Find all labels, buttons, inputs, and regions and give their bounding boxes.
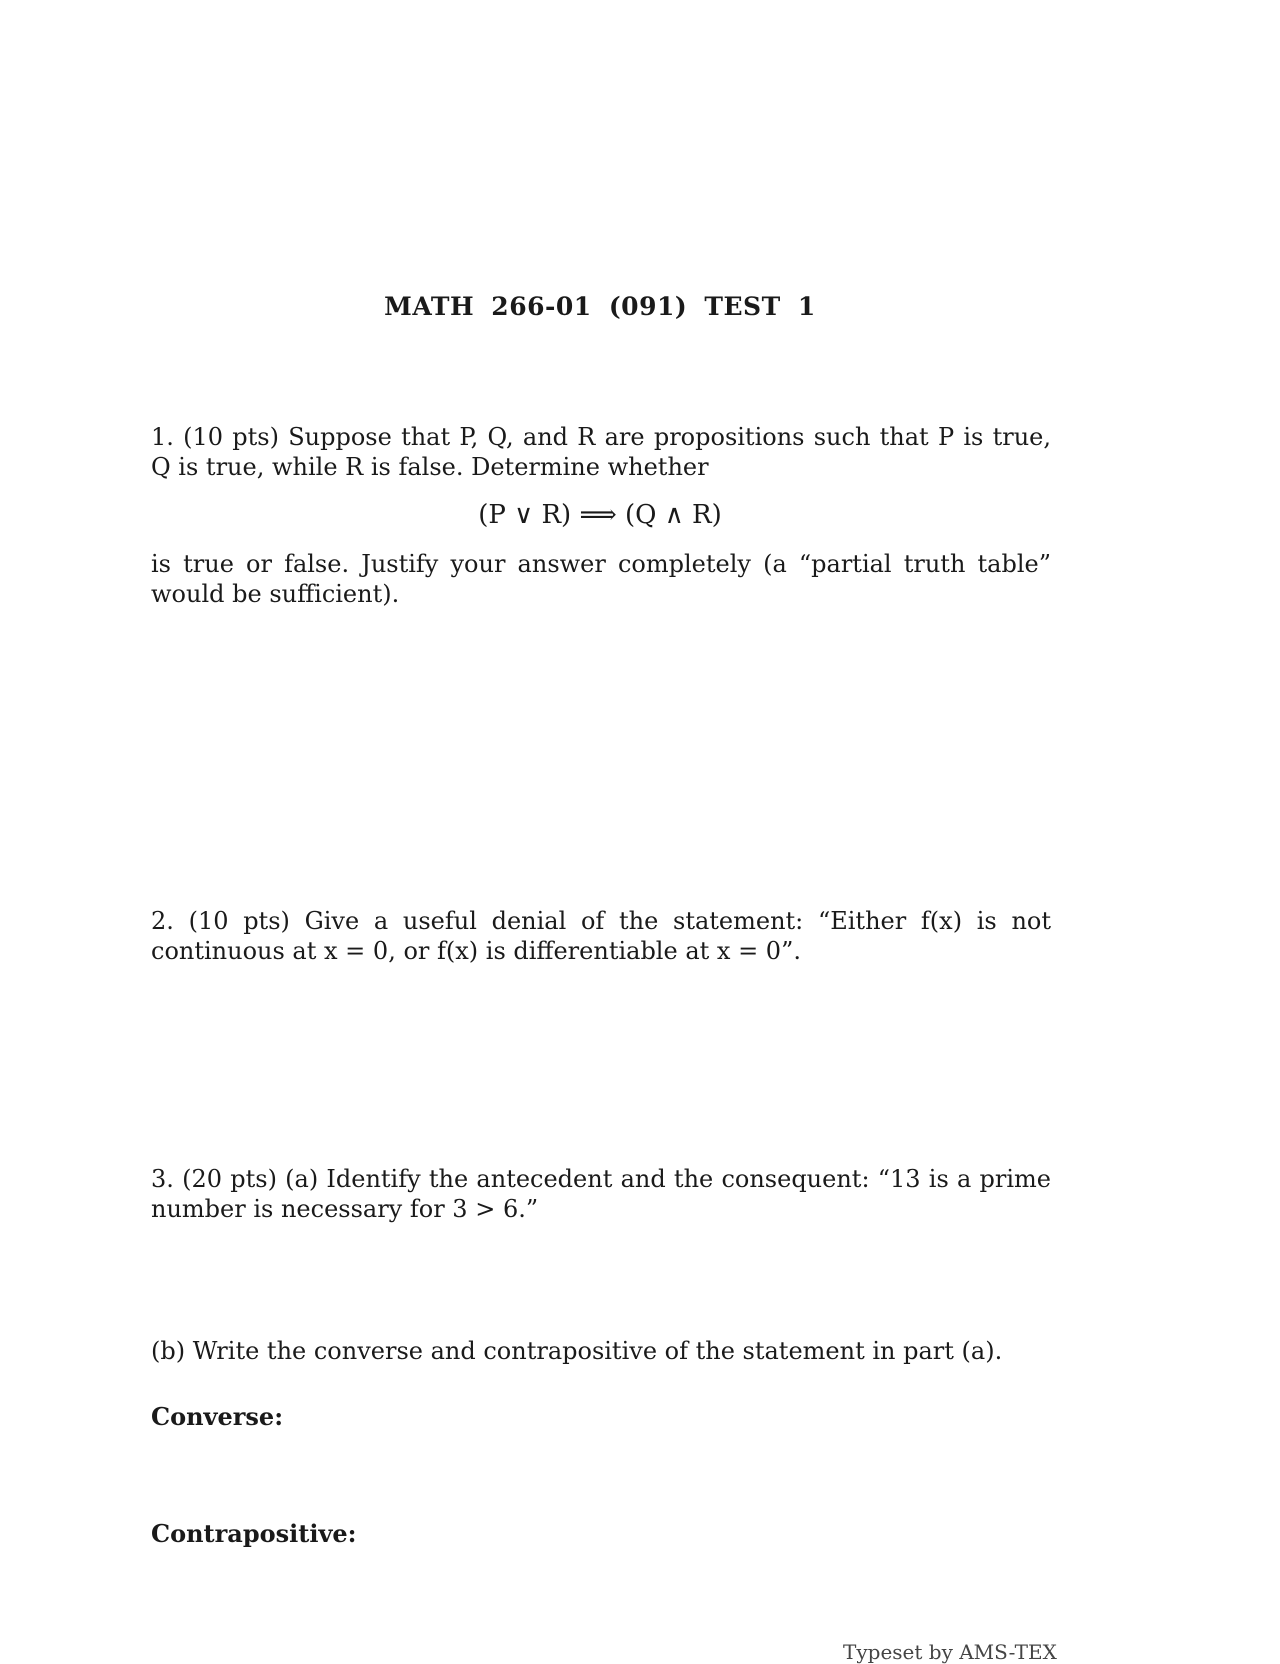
- problem-3-part-a: 3. (20 pts) (a) Identify the antecedent and the consequent: “13 is a prime number is necessary for 3 > 6.”: [151, 1165, 1051, 1223]
- page-title: MATH 266-01 (091) TEST 1: [384, 292, 816, 321]
- typeset-footer: Typeset by AMS-TEX: [843, 1640, 1057, 1664]
- problem-1-intro: 1. (10 pts) Suppose that P, Q, and R are propositions such that P is true, Q is true, while R is false. Determine whether: [151, 423, 1051, 481]
- problem-3-part-b: (b) Write the converse and contrapositive of the statement in part (a).: [151, 1337, 1003, 1365]
- problem-2-text: 2. (10 pts) Give a useful denial of the statement: “Either f(x) is not continuous at x = 0, or f(x) is differentiable at x = 0”.: [151, 907, 1051, 965]
- converse-label: Converse:: [151, 1402, 284, 1431]
- problem-1-formula: (P ∨ R) ⟹ (Q ∧ R): [478, 500, 722, 530]
- contrapositive-label: Contrapositive:: [151, 1519, 357, 1548]
- problem-1-conclusion: is true or false. Justify your answer completely (a “partial truth table” would be sufficient).: [151, 550, 1051, 608]
